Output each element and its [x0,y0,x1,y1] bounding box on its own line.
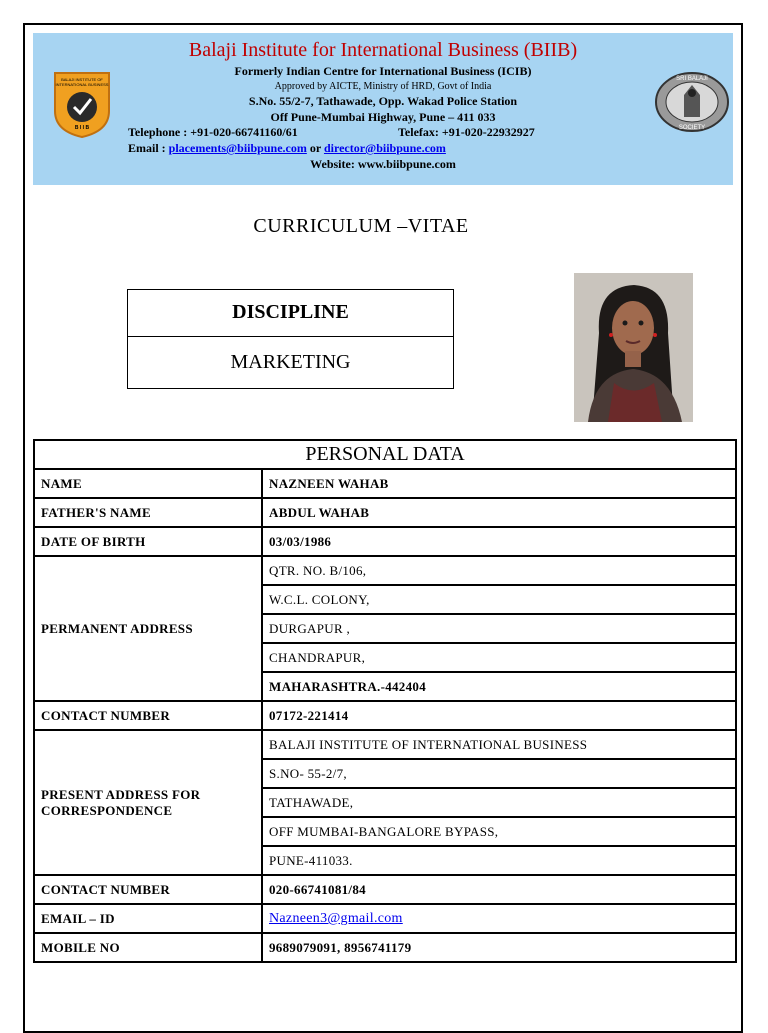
permanent-address-line: QTR. NO. B/106, [262,556,736,585]
email-id-link[interactable]: Nazneen3@gmail.com [269,911,403,926]
table-row [34,730,736,759]
table-row [34,469,736,498]
svg-text:SRI BALAJI: SRI BALAJI [676,76,708,82]
formerly-line: Formerly Indian Centre for International Business (ICIB) [234,64,532,78]
email-label: Email : [128,141,166,155]
table-row [34,904,736,933]
contact-number-value: 07172-221414 [262,701,736,730]
email-line [128,141,446,156]
table-row [34,933,736,962]
father-name-label: FATHER'S NAME [34,498,262,527]
telephone-line: Telephone : +91-020-66741160/61 [128,125,298,139]
placements-email-link[interactable]: placements@biibpune.com [168,141,307,155]
discipline-box [127,289,454,389]
discipline-value: MARKETING [230,351,351,373]
institute-header [33,33,733,185]
contact-number-label: CONTACT NUMBER [34,875,262,904]
discipline-heading: DISCIPLINE [128,290,453,337]
permanent-address-line: DURGAPUR , [262,614,736,643]
website-line: Website: www.biibpune.com [310,157,456,171]
svg-text:SOCIETY: SOCIETY [678,125,706,131]
svg-text:BALAJI INSTITUTE OF: BALAJI INSTITUTE OF [61,77,103,82]
dob-value: 03/03/1986 [262,527,736,556]
present-address-line: BALAJI INSTITUTE OF INTERNATIONAL BUSINESS [262,730,736,759]
address-line-1: S.No. 55/2-7, Tathawade, Opp. Wakad Police Station [248,94,518,108]
present-address-line: S.NO- 55-2/7, [262,759,736,788]
table-row [34,527,736,556]
present-address-line: OFF MUMBAI-BANGALORE BYPASS, [262,817,736,846]
permanent-address-line: MAHARASHTRA.-442404 [262,672,736,701]
address-line-2: Off Pune-Mumbai Highway, Pune – 411 033 [270,110,496,124]
name-value: NAZNEEN WAHAB [262,469,736,498]
candidate-photo [574,273,693,422]
mobile-value: 9689079091, 8956741179 [262,933,736,962]
institute-name: Balaji Institute for International Business (BIIB) [188,39,578,61]
table-row [34,875,736,904]
father-name-value: ABDUL WAHAB [262,498,736,527]
permanent-address-label: PERMANENT ADDRESS [34,556,262,701]
table-row [34,556,736,585]
mobile-label: MOBILE NO [34,933,262,962]
present-address-label [34,730,262,875]
svg-text:B I I B: B I I B [74,125,90,131]
contact-number-value: 020-66741081/84 [262,875,736,904]
present-address-label-line: PRESENT ADDRESS FOR [41,786,201,802]
email-or: or [309,141,321,155]
personal-data-table [33,439,737,963]
present-address-line: TATHAWADE, [262,788,736,817]
table-row [34,701,736,730]
name-label: NAME [34,469,262,498]
present-address-label-line: CORRESPONDENCE [41,802,173,818]
present-address-line: PUNE-411033. [262,846,736,875]
email-id-label: EMAIL – ID [34,904,262,933]
contact-number-label: CONTACT NUMBER [34,701,262,730]
approval-line: Approved by AICTE, Ministry of HRD, Govt of India [274,81,492,92]
cv-title: CURRICULUM –VITAE [253,215,469,237]
dob-label: DATE OF BIRTH [34,527,262,556]
permanent-address-line: W.C.L. COLONY, [262,585,736,614]
permanent-address-line: CHANDRAPUR, [262,643,736,672]
svg-text:INTERNATIONAL BUSINESS: INTERNATIONAL BUSINESS [55,82,109,87]
table-row [34,498,736,527]
director-email-link[interactable]: director@biibpune.com [323,141,446,155]
personal-data-heading: PERSONAL DATA [34,440,736,469]
telefax-line: Telefax: +91-020-22932927 [398,125,535,139]
